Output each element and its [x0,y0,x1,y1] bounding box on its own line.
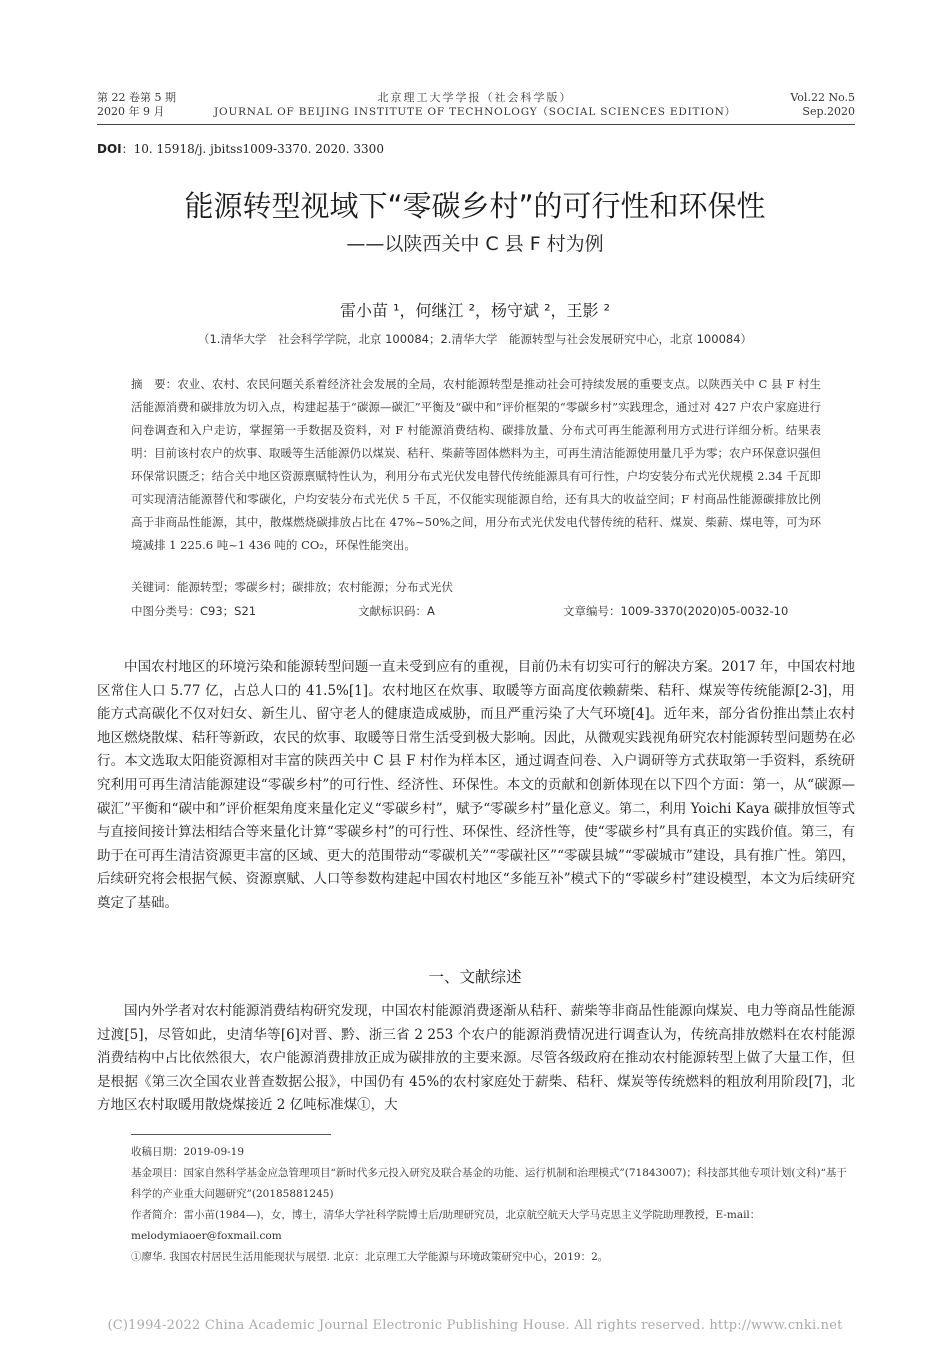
section-heading: 一、文献综述 [428,968,522,986]
date-en: Sep.2020 [802,105,855,118]
author-affiliations: （1.清华大学 社会科学学院，北京 100084；2.清华大学 能源转型与社会发展研究中心，北京 100084） [197,332,753,346]
review-paragraph [97,1000,855,1118]
abstract-label: 摘 要： [131,377,178,391]
review-text: 国内外学者对农村能源消费结构研究发现，中国农村能源消费逐渐从秸秆、薪柴等非商品性能源向煤炭、电力等商品性能源过渡[5]，尽管如此，史清华等[6]对晋、黔、浙三省 2 253 个农户的能源消费情况进行调查认为，传统高排放燃料在农村能源消费结构中占比依然很大，农户能源消费排放正成为碳排放的主要来源。尽管各级政府在推动农村能源转型上做了大量工作，但是根据《第三次全国农业普查数据公报》，中国仍有 45%的农村家庭处于薪柴、秸秆、煤炭等传统燃料的粗放利用阶段[7]，北方地区农村取暖用散烧煤接近 2 亿吨标准煤①，大 [97,1003,855,1114]
journal-name-cn: 北京理工大学学报（社会科学版） [377,91,573,104]
fund-info: 基金项目：国家自然科学基金应急管理项目“新时代多元投入研究及联合基金的功能、运行机制和治理模式”(71843007)；科技部其他专项计划(文科)“基于科学的产业重大问题研究”(20185881245) [131,1167,847,1200]
volume-en: Vol.22 No.5 [790,91,855,104]
footnote-1: ①廖华. 我国农村居民生活用能现状与展望. 北京：北京理工大学能源与环境政策研究中心，2019：2。 [131,1251,609,1263]
intro-text: 中国农村地区的环境污染和能源转型问题一直未受到应有的重视，目前仍未有切实可行的解决方案。2017 年，中国农村地区常住人口 5.77 亿，占总人口的 41.5%[1]。农村地区在炊事、取暖等方面高度依赖薪柴、秸秆、煤炭等传统能源[2-3]，用能方式高碳化不仅对妇女、新生儿、留守老人的健康造成威胁，而且严重污染了大气环境[4]。近年来，部分省份推出禁止农村地区燃烧散煤、秸秆等新政，农民的炊事、取暖等日常生活受到极大影响。因此，从微观实践视角研究农村能源转型问题势在必行。本文选取太阳能资源相对丰富的陕西关中 C 县 F 村作为样本区，通过调查问卷、入户调研等方式获取第一手资料，系统研究利用可再生清洁能源建设“零碳乡村”的可行性、经济性、环保性。本文的贡献和创新体现在以下四个方面：第一，从“碳源—碳汇”平衡和“碳中和”评价框架角度来量化定义“零碳乡村”，赋予“零碳乡村”量化意义。第二，利用 Yoichi Kaya 碳排放恒等式与直接间接计算法相结合等来量化计算“零碳乡村”的可行性、环保性、经济性等，使“零碳乡村”具有真正的实践价值。第三，有助于在可再生清洁资源更丰富的区域、更大的范围带动“零碳机关”“零碳社区”“零碳县城”“零碳城市”建设，具有推广性。第四，后续研究将会根据气候、资源禀赋、人口等参数构建起中国农村地区“多能互补”模式下的“零碳乡村”建设模型，本文为后续研究奠定了基础。 [97,659,855,911]
running-header-right [790,91,855,119]
doi-value: ：10. 15918/j. jbitss1009-3370. 2020. 3300 [121,142,384,156]
footnote-divider [131,1134,331,1135]
received-date: 收稿日期：2019-09-19 [131,1146,245,1158]
article-title: 能源转型视域下“零碳乡村”的可行性和环保性 [184,189,766,223]
author-bio: 作者简介：雷小苗(1984—)，女，博士，清华大学社科学院博士后/助理研究员，北京航空航天大学马克思主义学院助理教授，E-mail：melodymiaoer@foxmail.com [131,1209,761,1242]
author-list: 雷小苗 ¹，何继江 ²，杨守斌 ²，王影 ² [339,301,610,320]
intro-paragraph [97,656,855,916]
volume-issue: 第 22 卷第 5 期 [97,91,176,104]
publication-date: 2020 年 9 月 [97,105,165,118]
header-divider [97,124,855,125]
running-header-center [150,91,800,119]
article-subtitle: ——以陕西关中 C 县 F 村为例 [346,233,604,255]
footnotes [131,1142,856,1268]
copyright-notice: (C)1994-2022 China Academic Journal Electronic Publishing House. All rights reserved. http://www.cnki.net [107,1318,843,1333]
doi-label: DOI [97,142,122,156]
abstract-text: 农业、农村、农民问题关系着经济社会发展的全局，农村能源转型是推动社会可持续发展的重要支点。以陕西关中 C 县 F 村生活能源消费和碳排放为切入点，构建起基于“碳源—碳汇”平衡及“碳中和”评价框架的“零碳乡村”实践理念，通过对 427 户农户家庭进行问卷调查和入户走访，掌握第一手数据及资料，对 F 村能源消费结构、碳排放量、分布式可再生能源利用方式进行详细分析。结果表明：目前该村农户的炊事、取暖等生活能源仍以煤炭、秸秆、柴薪等固体燃料为主，可再生清洁能源使用量几乎为零；农户环保意识强但环保常识匮乏；结合关中地区资源禀赋特性认为，利用分布式光伏发电替代传统能源具有可行性，户均安装分布式光伏规模 2.34 千瓦即可实现清洁能源替代和零碳化，户均安装分布式光伏 5 千瓦，不仅能实现能源自给，还有具大的收益空间；F 村商品性能源碳排放比例高于非商品性能源，其中，散煤燃烧碳排放占比在 47%~50%之间，用分布式光伏发电代替传统的秸秆、煤炭、柴薪、煤电等，可为环境减排 1 225.6 吨~1 436 吨的 CO₂，环保性能突出。 [131,377,822,552]
keywords: 关键词：能源转型；零碳乡村；碳排放；农村能源；分布式光伏 [131,580,453,594]
journal-name-en: JOURNAL OF BEIJING INSTITUTE OF TECHNOLOGY（SOCIAL SCIENCES EDITION） [214,106,736,118]
document-code: 文献标识码：A [358,604,435,618]
doi-line [97,140,384,157]
article-number: 文章编号：1009-3370(2020)05-0032-10 [563,604,789,618]
clc-number: 中图分类号：C93；S21 [131,604,257,618]
abstract [131,373,821,557]
